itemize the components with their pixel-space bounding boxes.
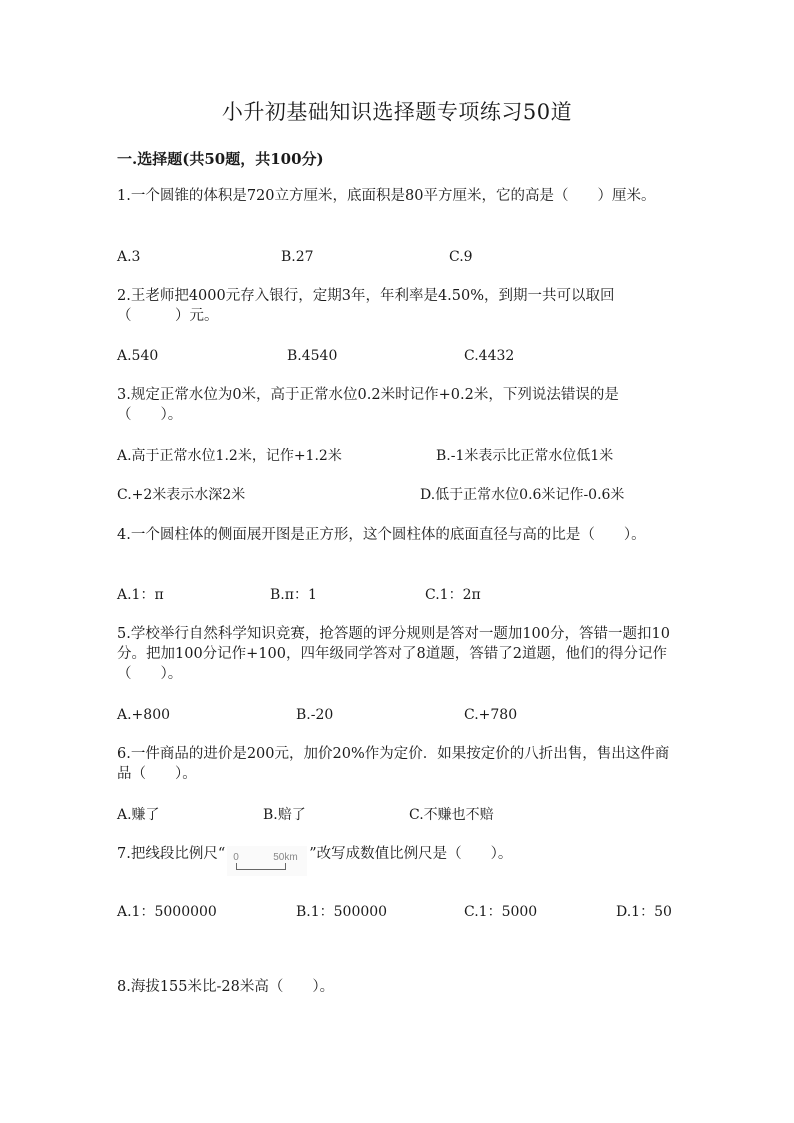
q2-option-c[interactable]: C.4432 [464, 348, 515, 364]
q7-option-b[interactable]: B.1：500000 [296, 904, 388, 920]
q6-option-b[interactable]: B.赔了 [263, 807, 306, 823]
q3-option-a[interactable]: A.高于正常水位1.2米，记作+1.2米 [117, 448, 342, 464]
scale-end-label: 50km [273, 852, 298, 863]
question-2: 2.王老师把4000元存入银行，定期3年，年利率是4.50%，到期一共可以取回（ ）元。 [117, 288, 615, 324]
scale-start-label: 0 [233, 852, 239, 863]
q7-option-a[interactable]: A.1：5000000 [117, 904, 217, 920]
question-4: 4.一个圆柱体的侧面展开图是正方形，这个圆柱体的底面直径与高的比是（ ）。 [117, 527, 646, 543]
q5-option-c[interactable]: C.+780 [464, 707, 518, 723]
scale-bracket [236, 863, 286, 870]
q3-option-c[interactable]: C.+2米表示水深2米 [117, 487, 246, 503]
q6-option-a[interactable]: A.赚了 [117, 807, 160, 823]
q1-option-a[interactable]: A.3 [117, 249, 141, 265]
question-3: 3.规定正常水位为0米，高于正常水位0.2米时记作+0.2米，下列说法错误的是（ ）。 [117, 387, 619, 423]
question-8: 8.海拔155米比-28米高（ ）。 [117, 979, 335, 995]
q7-text-before: 7.把线段比例尺“ [117, 846, 226, 862]
q4-option-b[interactable]: B.π：1 [270, 587, 317, 603]
q7-option-d[interactable]: D.1：50 [616, 904, 672, 920]
q5-option-b[interactable]: B.-20 [296, 707, 334, 723]
question-7 [117, 844, 677, 876]
q4-option-c[interactable]: C.1：2π [425, 587, 481, 603]
q2-option-a[interactable]: A.540 [117, 348, 159, 364]
q1-option-b[interactable]: B.27 [281, 249, 314, 265]
q3-option-d[interactable]: D.低于正常水位0.6米记作-0.6米 [420, 487, 625, 503]
question-6: 6.一件商品的进价是200元，加价20%作为定价．如果按定价的八折出售，售出这件商品（ ）。 [117, 746, 670, 782]
q3-option-b[interactable]: B.-1米表示比正常水位低1米 [436, 448, 614, 464]
q2-option-b[interactable]: B.4540 [287, 348, 338, 364]
line-scale-figure [227, 846, 307, 876]
section-heading: 一.选择题(共50题，共100分) [117, 150, 324, 168]
q7-text-after: ”改写成数值比例尺是（ ）。 [309, 846, 513, 862]
question-1: 1.一个圆锥的体积是720立方厘米，底面积是80平方厘米，它的高是（ ）厘米。 [117, 188, 656, 204]
question-5: 5.学校举行自然科学知识竞赛，抢答题的评分规则是答对一题加100分，答错一题扣10分。把加100分记作+100，四年级同学答对了8道题，答错了2道题，他们的得分记作（ ）。 [117, 626, 670, 682]
page-title: 小升初基础知识选择题专项练习50道 [221, 100, 573, 124]
q4-option-a[interactable]: A.1：π [117, 587, 164, 603]
q6-option-c[interactable]: C.不赚也不赔 [409, 807, 494, 823]
q1-option-c[interactable]: C.9 [449, 249, 473, 265]
q7-option-c[interactable]: C.1：5000 [464, 904, 538, 920]
q5-option-a[interactable]: A.+800 [117, 707, 171, 723]
